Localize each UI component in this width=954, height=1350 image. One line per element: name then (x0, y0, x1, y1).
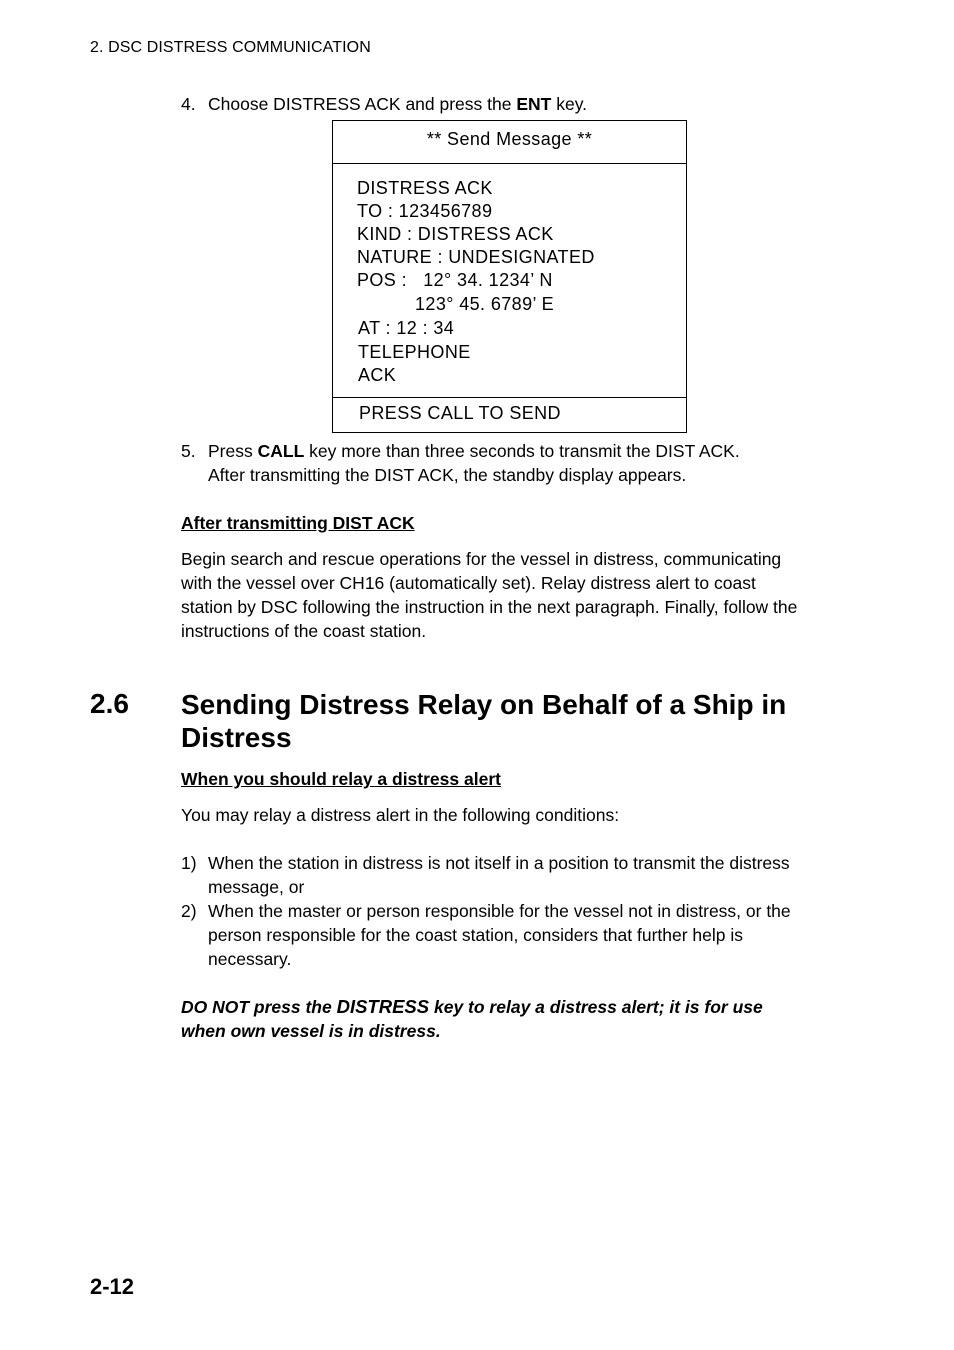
after-ack-line-1: Begin search and rescue operations for the vessel in distress, communicating (181, 549, 782, 569)
warning-line-1 (181, 995, 763, 1019)
section-title (181, 688, 861, 754)
warning-post: key to relay a distress alert; it is for use (429, 997, 763, 1017)
section-title-line-2: Distress (181, 722, 292, 753)
condition-2-line-1: When the master or person responsible for the vessel not in distress, or the (208, 901, 791, 921)
screen-line-to: TO : 123456789 (357, 201, 493, 221)
screen-line-nature: NATURE : UNDESIGNATED (357, 247, 595, 267)
relay-intro: You may relay a distress alert in the following conditions: (181, 805, 620, 825)
step-5-post: key more than three seconds to transmit the DIST ACK. (304, 441, 740, 461)
screen-line-ack: ACK (358, 365, 397, 385)
distress-key-label: DISTRESS (336, 996, 430, 1017)
condition-1-line-2: message, or (208, 877, 305, 897)
screen-divider-top (333, 163, 686, 164)
screen-line-telephone: TELEPHONE (358, 342, 471, 362)
step-4-text (208, 92, 587, 116)
section-number: 2.6 (90, 688, 129, 719)
running-header: 2. DSC DISTRESS COMMUNICATION (90, 39, 371, 56)
ent-key-label: ENT (516, 94, 552, 114)
screen-title: ** Send Message ** (426, 129, 593, 149)
step-5-number: 5. (181, 441, 196, 461)
condition-1-number: 1) (181, 853, 197, 873)
after-ack-line-3: station by DSC following the instruction in the next paragraph. Finally, follow the (181, 597, 798, 617)
section-title-line-1: Sending Distress Relay on Behalf of a Ship in (181, 689, 787, 720)
condition-2-line-2: person responsible for the coast station, considers that further help is (208, 925, 744, 945)
warning-pre: DO NOT press the (181, 997, 337, 1017)
after-ack-line-2: with the vessel over CH16 (automatically set). Relay distress alert to coast (181, 573, 756, 593)
step-4-pre: Choose DISTRESS ACK and press the (208, 94, 517, 114)
screen-footer: PRESS CALL TO SEND (359, 403, 561, 423)
screen-line-at: AT : 12 : 34 (358, 318, 455, 338)
step-4-number: 4. (181, 94, 196, 114)
screen-divider-bottom (333, 397, 686, 398)
after-ack-line-4: instructions of the coast station. (181, 621, 427, 641)
relay-heading: When you should relay a distress alert (181, 769, 501, 789)
step-5-text (208, 439, 740, 463)
send-message-screen (332, 120, 687, 433)
page-number: 2-12 (90, 1274, 135, 1299)
warning-line-2: when own vessel is in distress. (181, 1021, 441, 1041)
condition-2-line-3: necessary. (208, 949, 292, 969)
screen-line-pos-lon: 123° 45. 6789’ E (415, 294, 555, 314)
after-ack-heading: After transmitting DIST ACK (181, 513, 415, 533)
screen-line-pos-lat: POS : 12° 34. 1234’ N (357, 270, 553, 290)
step-4-post: key. (551, 94, 588, 114)
step-5-pre: Press (208, 441, 258, 461)
condition-1-line-1: When the station in distress is not itself in a position to transmit the distress (208, 853, 790, 873)
step-5-line-2: After transmitting the DIST ACK, the standby display appears. (208, 465, 687, 485)
call-key-label: CALL (257, 441, 305, 461)
screen-line-type: DISTRESS ACK (357, 178, 493, 198)
screen-line-kind: KIND : DISTRESS ACK (357, 224, 554, 244)
condition-2-number: 2) (181, 901, 197, 921)
